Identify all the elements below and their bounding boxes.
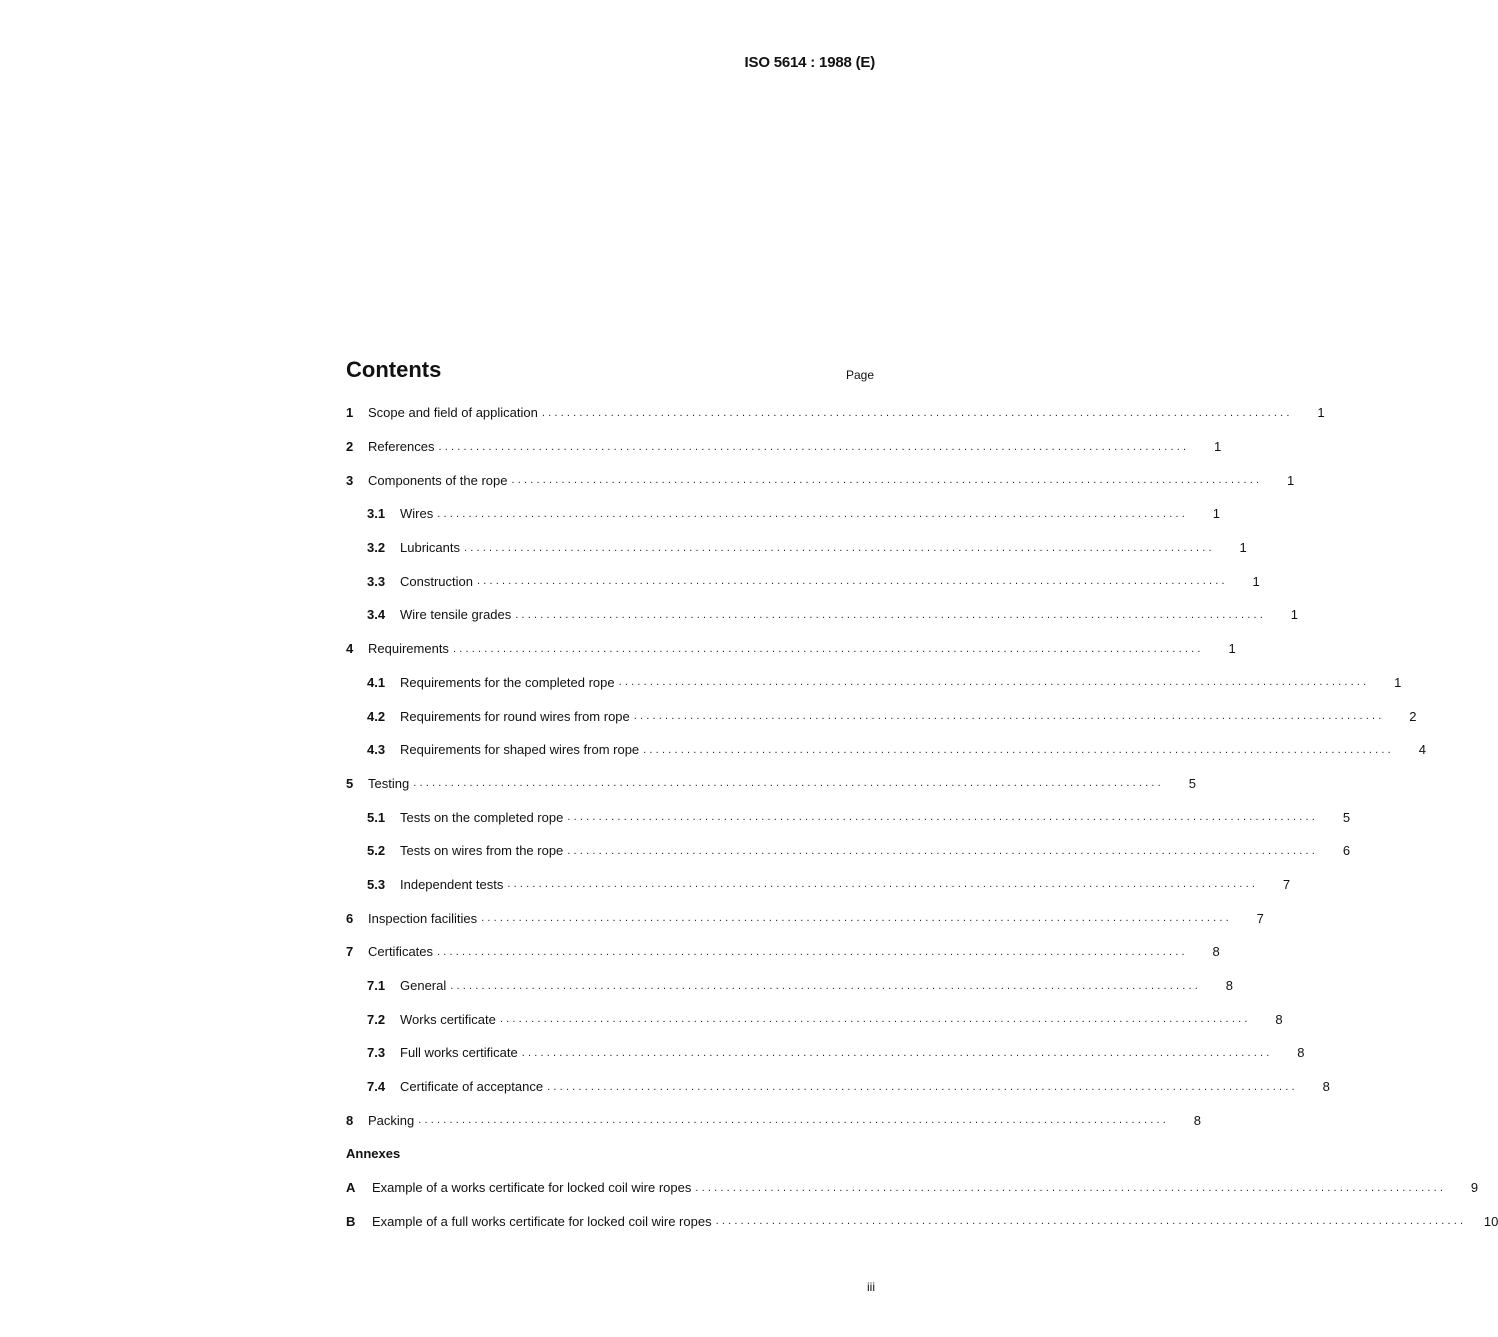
toc-entry-title: Construction (400, 573, 473, 589)
dot-leader: ........................................................................................................................ (633, 710, 1385, 723)
toc-entry-page: 1 (1239, 540, 1247, 556)
dot-leader: ........................................................................................................................ (499, 1013, 1251, 1026)
toc-entry-page: 7 (1282, 876, 1291, 892)
toc-entry-number: 5.1 (367, 809, 386, 825)
dot-leader: ........................................................................................................................ (715, 1215, 1467, 1228)
toc-entry[interactable] (346, 800, 1351, 834)
toc-entry-number: 7.3 (367, 1045, 386, 1061)
toc-annex-entry[interactable] (346, 1171, 1479, 1205)
toc-entry-page: 6 (1342, 843, 1351, 859)
toc-entries (346, 396, 1426, 1137)
toc-entry-title: Wire tensile grades (400, 607, 512, 623)
toc-entry-number: B (346, 1213, 356, 1229)
dot-leader: ........................................................................................................................ (437, 507, 1188, 520)
toc-entry-number: 4.3 (367, 742, 386, 758)
dot-leader: ........................................................................................................................ (413, 777, 1164, 790)
toc-annexes (346, 1171, 1498, 1238)
toc-entry-number: 7.2 (367, 1011, 386, 1027)
toc-entry-number: 2 (346, 439, 354, 455)
toc-entry-number: 3.4 (367, 607, 386, 623)
toc-entry[interactable] (346, 1002, 1283, 1036)
toc-entry-title: Example of a full works certificate for locked coil wire ropes (372, 1213, 712, 1229)
toc-entry[interactable] (346, 463, 1295, 497)
dot-leader: ........................................................................................................................ (437, 945, 1188, 958)
toc-entry-number: 4.2 (367, 708, 386, 724)
dot-leader: ........................................................................................................................ (418, 1114, 1169, 1127)
toc-entry[interactable] (346, 564, 1260, 598)
toc-entry-title: Requirements for the completed rope (400, 674, 615, 690)
dot-leader: ........................................................................................................................ (463, 541, 1215, 554)
toc-entry-page: 1 (1290, 607, 1299, 623)
toc-entry[interactable] (346, 430, 1222, 464)
toc-entry[interactable] (346, 632, 1236, 666)
dot-leader: ........................................................................................................................ (567, 844, 1319, 857)
toc-entry-title: Certificates (368, 944, 434, 960)
dot-leader: ........................................................................................................................ (521, 1046, 1273, 1059)
toc-entry-number: 5 (346, 775, 354, 791)
toc-entry-title: Scope and field of application (368, 405, 538, 421)
toc-entry-number: 5.2 (367, 843, 386, 859)
toc-entry-title: Wires (400, 506, 434, 522)
toc-entry-number: 7.1 (367, 978, 386, 994)
toc-entry-page: 9 (1470, 1180, 1479, 1196)
dot-leader: ........................................................................................................................ (643, 743, 1394, 756)
dot-leader: ........................................................................................................................ (547, 1080, 1298, 1093)
toc-entry-number: 3.3 (367, 573, 386, 589)
toc-entry-number: 8 (346, 1112, 354, 1128)
toc-entry-page: 5 (1188, 775, 1196, 791)
toc-entry-page: 1 (1287, 472, 1295, 488)
toc-entry-number: 6 (346, 910, 354, 926)
toc-entry-number: 3 (346, 472, 354, 488)
toc-entry-page: 8 (1225, 978, 1233, 994)
contents-title: Contents (346, 357, 442, 382)
footer-page-number: iii (867, 1280, 875, 1294)
toc-entry-page: 1 (1394, 674, 1402, 690)
toc-entry-title: Works certificate (400, 1011, 496, 1027)
toc-entry-page: 2 (1409, 708, 1417, 724)
toc-entry-page: 1 (1228, 641, 1236, 657)
toc-entry-title: Independent tests (400, 876, 504, 892)
page-column-label: Page (846, 368, 875, 382)
toc-entry-page: 8 (1212, 944, 1220, 960)
toc-entry-title: Components of the rope (368, 472, 508, 488)
toc-entry-number: 3.2 (367, 540, 386, 556)
toc-entry-page: 7 (1256, 910, 1264, 926)
toc-entry[interactable] (346, 699, 1417, 733)
dot-leader: ........................................................................................................................ (450, 979, 1201, 992)
toc-entry-title: Requirements (368, 641, 449, 657)
toc-entry[interactable] (346, 935, 1220, 969)
toc-entry[interactable] (346, 396, 1325, 430)
toc-entry-page: 5 (1342, 809, 1351, 825)
toc-entry[interactable] (346, 767, 1196, 801)
toc-entry-title: Example of a works certificate for locked coil wire ropes (372, 1180, 692, 1196)
document-id: ISO 5614 : 1988 (E) (744, 54, 875, 71)
dot-leader: ........................................................................................................................ (476, 575, 1228, 588)
toc-entry-page: 1 (1214, 439, 1222, 455)
toc-entry-number: 7.4 (367, 1079, 386, 1095)
toc-entry-number: 3.1 (367, 506, 386, 522)
dot-leader: ........................................................................................................................ (695, 1181, 1447, 1194)
dot-leader: ........................................................................................................................ (481, 912, 1232, 925)
toc-entry[interactable] (346, 598, 1299, 632)
toc-entry[interactable] (346, 1036, 1305, 1070)
toc-entry-page: 1 (1212, 506, 1220, 522)
toc-entry[interactable] (346, 666, 1402, 700)
toc-entry-page: 10 (1483, 1213, 1498, 1229)
toc-entry-number: 4.1 (367, 674, 386, 690)
toc-entry-page: 8 (1322, 1079, 1330, 1095)
toc-entry-title: Full works certificate (400, 1045, 518, 1061)
toc-entry[interactable] (346, 1070, 1330, 1104)
dot-leader: ........................................................................................................................ (618, 676, 1370, 689)
toc-entry[interactable] (346, 969, 1233, 1003)
toc-entry-number: 7 (346, 944, 354, 960)
toc-entry[interactable] (346, 497, 1220, 531)
toc-entry[interactable] (346, 901, 1264, 935)
toc-entry-page: 8 (1275, 1011, 1283, 1027)
dot-leader: ........................................................................................................................ (515, 608, 1267, 621)
toc-entry-title: Tests on the completed rope (400, 809, 564, 825)
toc-entry-page: 1 (1317, 405, 1325, 421)
toc-entry-number: 1 (346, 405, 354, 421)
toc-entry-title: Requirements for shaped wires from rope (400, 742, 640, 758)
dot-leader: ........................................................................................................................ (511, 474, 1263, 487)
toc-entry-number: A (346, 1180, 356, 1196)
toc-entry-page: 1 (1252, 573, 1260, 589)
toc-entry-title: Lubricants (400, 540, 460, 556)
toc-entry-page: 4 (1418, 742, 1426, 758)
table-of-contents (346, 396, 1498, 1238)
toc-entry-title: Testing (368, 775, 410, 791)
toc-entry-title: Inspection facilities (368, 910, 478, 926)
dot-leader: ........................................................................................................................ (507, 878, 1259, 891)
toc-entry-page: 8 (1193, 1112, 1201, 1128)
toc-entry[interactable] (346, 733, 1426, 767)
toc-entry-title: General (400, 978, 447, 994)
toc-entry-title: Requirements for round wires from rope (400, 708, 630, 724)
toc-entry[interactable] (346, 1103, 1201, 1137)
dot-leader: ........................................................................................................................ (541, 406, 1293, 419)
toc-entry-title: Packing (368, 1112, 415, 1128)
toc-entry-title: References (368, 439, 435, 455)
toc-entry-page: 8 (1297, 1045, 1305, 1061)
toc-entry[interactable] (346, 868, 1291, 902)
dot-leader: ........................................................................................................................ (567, 811, 1319, 824)
dot-leader: ........................................................................................................................ (438, 440, 1190, 453)
dot-leader: ........................................................................................................................ (452, 642, 1204, 655)
toc-entry-title: Tests on wires from the rope (400, 843, 564, 859)
toc-entry[interactable] (346, 531, 1247, 565)
toc-entry-title: Certificate of acceptance (400, 1079, 544, 1095)
toc-entry-number: 5.3 (367, 876, 386, 892)
toc-entry[interactable] (346, 834, 1351, 868)
toc-entry-number: 4 (346, 641, 354, 657)
annexes-heading: Annexes (346, 1146, 401, 1162)
toc-annex-entry[interactable] (346, 1205, 1498, 1239)
